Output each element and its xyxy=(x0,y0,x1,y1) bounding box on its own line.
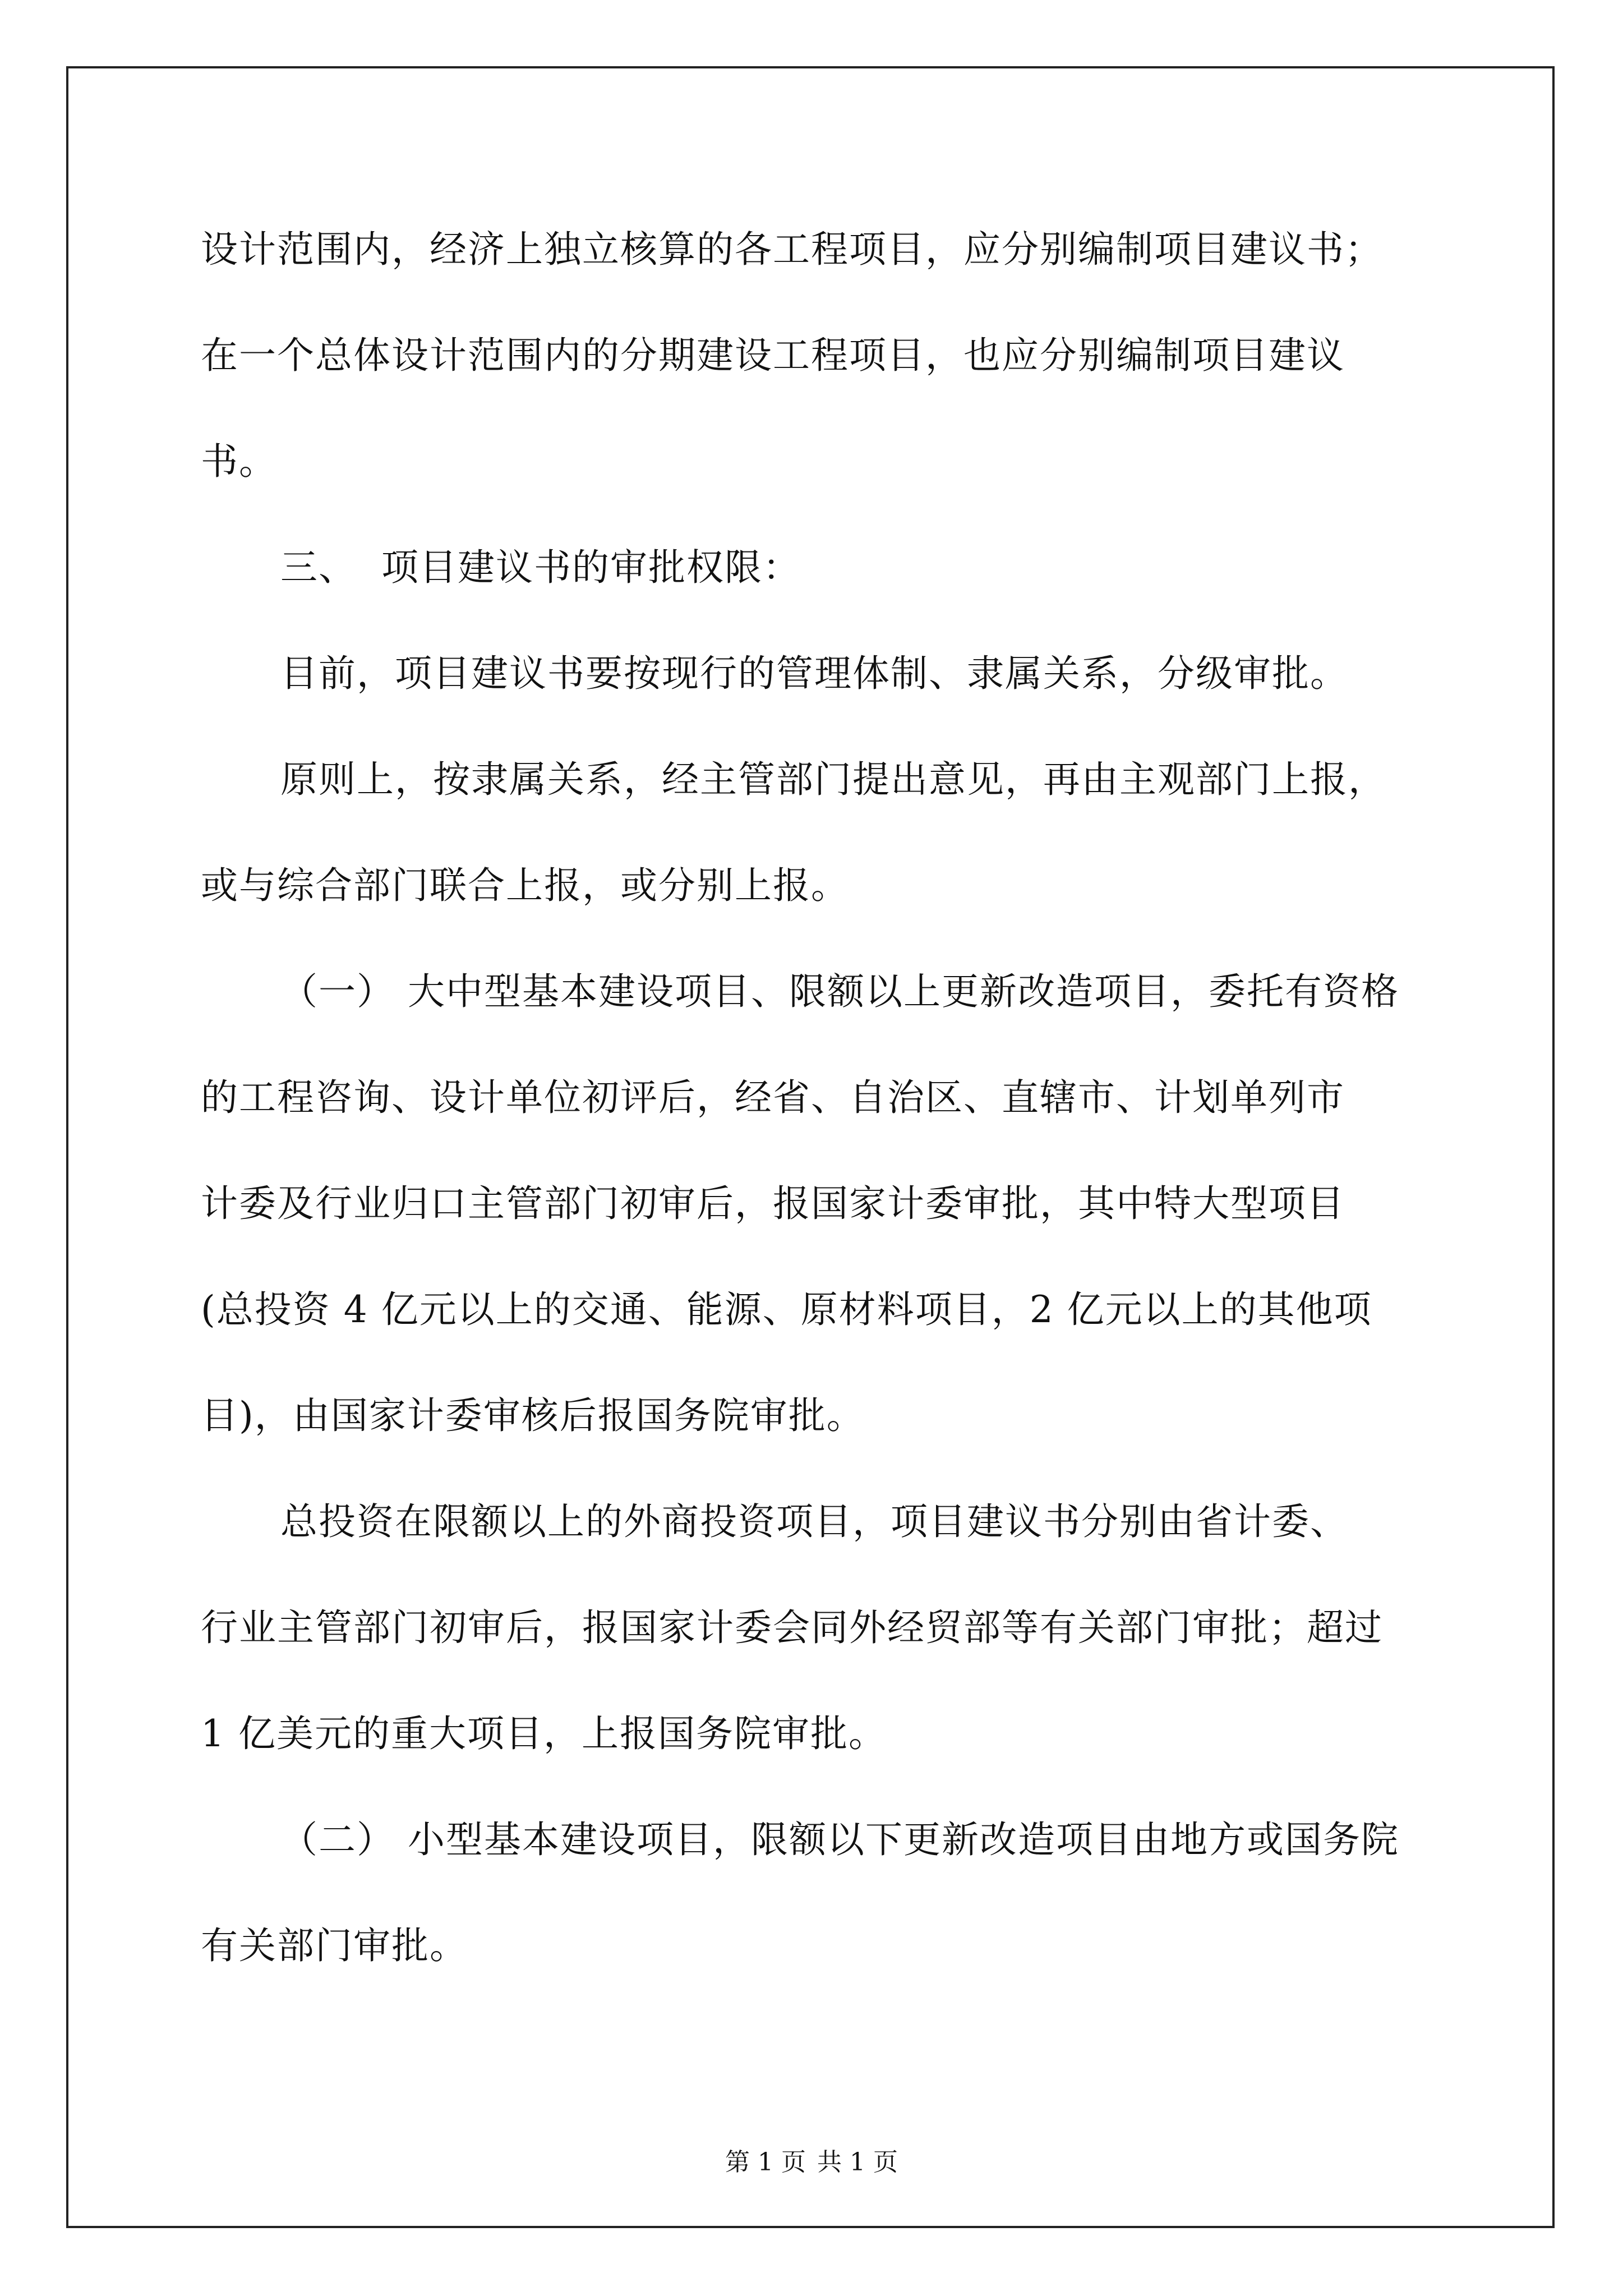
page-number: 第 1 页 xyxy=(725,2148,806,2177)
paragraph-line: 计委及行业归口主管部门初审后，报国家计委审批，其中特大型项目 xyxy=(201,1182,1345,1225)
paragraph-line: 目)，由国家计委审核后报国务院审批。 xyxy=(201,1394,865,1437)
paragraph-line: （二） 小型基本建设项目，限额以下更新改造项目由地方或国务院 xyxy=(280,1818,1399,1861)
paragraph-line: 或与综合部门联合上报，或分别上报。 xyxy=(201,864,849,907)
paragraph-line: 原则上，按隶属关系，经主管部门提出意见，再由主观部门上报， xyxy=(280,758,1386,801)
paragraph-line: 行业主管部门初审后，报国家计委会同外经贸部等有关部门审批；超过 xyxy=(201,1606,1383,1649)
paragraph-line: （一） 大中型基本建设项目、限额以上更新改造项目，委托有资格 xyxy=(280,970,1399,1013)
section-title: 项目建议书的审批权限： xyxy=(381,546,801,589)
section-number: 三、 xyxy=(280,546,357,589)
paragraph-line: (总投资 4 亿元以上的交通、能源、原材料项目，2 亿元以上的其他项 xyxy=(201,1288,1372,1331)
paragraph-line: 1 亿美元的重大项目，上报国务院审批。 xyxy=(201,1712,887,1755)
paragraph-line: 设计范围内，经济上独立核算的各工程项目，应分别编制项目建议书； xyxy=(201,228,1383,271)
paragraph-line: 在一个总体设计范围内的分期建设工程项目，也应分别编制项目建议 xyxy=(201,334,1345,377)
paragraph-line: 目前，项目建议书要按现行的管理体制、隶属关系，分级审批。 xyxy=(280,652,1348,695)
paragraph-line: 有关部门审批。 xyxy=(201,1924,468,1967)
page-footer xyxy=(0,2147,1623,2178)
page-total: 共 1 页 xyxy=(817,2148,898,2177)
paragraph-line: 书。 xyxy=(201,440,277,483)
section-heading xyxy=(280,542,801,593)
paragraph-line: 总投资在限额以上的外商投资项目，项目建议书分别由省计委、 xyxy=(280,1500,1348,1543)
page-border xyxy=(66,66,1555,2228)
paragraph-line: 的工程咨询、设计单位初评后，经省、自治区、直辖市、计划单列市 xyxy=(201,1076,1345,1119)
